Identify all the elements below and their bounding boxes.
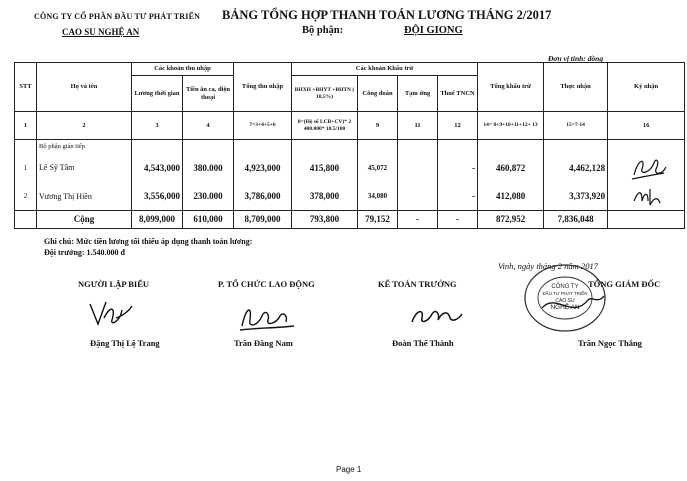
row-union: 34,080 bbox=[358, 183, 398, 211]
header-tax: Thuế TNCN bbox=[438, 76, 478, 112]
index-cell: 11 bbox=[398, 112, 438, 140]
header-stt: STT bbox=[15, 63, 37, 112]
department-value: ĐỘI GIONG bbox=[404, 25, 463, 36]
header-insurance: BHXH +BHYT +BHTN ( 10,5%) bbox=[292, 76, 358, 112]
total-union: 79,152 bbox=[358, 211, 398, 229]
index-cell: 8=(Hệ số LCB+CV)* 2 400.000* 10.5/100 bbox=[292, 112, 358, 140]
index-cell: 15=7-14 bbox=[544, 112, 608, 140]
row-total-deduction: 412,080 bbox=[478, 183, 544, 211]
signature-icon bbox=[628, 153, 668, 183]
row-total-deduction: 460,872 bbox=[478, 154, 544, 183]
table-row bbox=[15, 154, 685, 183]
row-insurance: 378,000 bbox=[292, 183, 358, 211]
row-stt: 2 bbox=[15, 183, 37, 211]
header-advance: Tạm ứng bbox=[398, 76, 438, 112]
total-time-salary: 8,099,000 bbox=[132, 211, 183, 229]
total-label: Cộng bbox=[37, 211, 132, 229]
row-insurance: 415,800 bbox=[292, 154, 358, 183]
date-line: Vinh, ngày tháng 2 năm 2017 bbox=[498, 261, 598, 271]
index-cell: 9 bbox=[358, 112, 398, 140]
group-label: Bộ phận gián tiếp bbox=[37, 140, 132, 154]
page-number: Page 1 bbox=[336, 465, 362, 474]
role-chief-accountant: KẾ TOÁN TRƯỞNG bbox=[378, 279, 457, 289]
row-signature bbox=[608, 154, 685, 183]
name-labor-dept: Trần Đăng Nam bbox=[234, 338, 293, 348]
row-tax: - bbox=[438, 183, 478, 211]
name-preparer: Đặng Thị Lệ Trang bbox=[90, 338, 160, 348]
role-labor-dept: P. TỔ CHỨC LAO ĐỘNG bbox=[218, 279, 315, 289]
header-union: Công đoàn bbox=[358, 76, 398, 112]
row-name: Lê Sỹ Tâm bbox=[37, 154, 132, 183]
row-net: 3,373,920 bbox=[544, 183, 608, 211]
seal-text: NGHỆ AN bbox=[550, 304, 580, 311]
row-union: 45,072 bbox=[358, 154, 398, 183]
total-meal: 610,000 bbox=[183, 211, 234, 229]
seal-text: CÔNG TY bbox=[551, 284, 579, 290]
header-meal-phone: Tiền ăn ca, điện thoại bbox=[183, 76, 234, 112]
row-meal: 380.000 bbox=[183, 154, 234, 183]
role-general-director: TỔNG GIÁM ĐỐC bbox=[588, 279, 661, 289]
department-label: Bộ phận: bbox=[302, 25, 344, 36]
group-row bbox=[15, 140, 685, 154]
row-total-income: 4,923,000 bbox=[234, 154, 292, 183]
header-total-deduction: Tổng khấu trừ bbox=[478, 63, 544, 112]
signature-icon bbox=[630, 183, 670, 209]
row-time-salary: 3,556,000 bbox=[132, 183, 183, 211]
index-cell: 4 bbox=[183, 112, 234, 140]
name-general-director: Trần Ngọc Thắng bbox=[578, 338, 642, 348]
total-advance: - bbox=[398, 211, 438, 229]
index-cell: 12 bbox=[438, 112, 478, 140]
index-cell: 7=3+4+5+6 bbox=[234, 112, 292, 140]
index-cell: 1 bbox=[15, 112, 37, 140]
role-preparer: NGƯỜI LẬP BIỂU bbox=[78, 279, 150, 289]
labor-dept-signature-icon bbox=[236, 300, 296, 334]
seal-text: CAO SU bbox=[555, 298, 575, 304]
note-line: Đội trưởng: 1.540.000 đ bbox=[44, 248, 126, 257]
index-cell: 3 bbox=[132, 112, 183, 140]
company-seal-icon bbox=[522, 262, 608, 334]
row-signature bbox=[608, 183, 685, 211]
table-row bbox=[15, 183, 685, 211]
note-line: Ghi chú: Mức tiền lương tối thiểu áp dụng thanh toán lương: bbox=[44, 237, 253, 246]
document-title: BẢNG TỔNG HỢP THANH TOÁN LƯƠNG THÁNG 2/2017 bbox=[222, 8, 552, 22]
row-net: 4,462,128 bbox=[544, 154, 608, 183]
row-advance bbox=[398, 154, 438, 183]
row-time-salary: 4,543,000 bbox=[132, 154, 183, 183]
company-name-line2: CAO SU NGHỆ AN bbox=[62, 27, 140, 37]
total-income: 8,709,000 bbox=[234, 211, 292, 229]
total-net: 7,836,048 bbox=[544, 211, 608, 229]
currency-unit: Đơn vị tính: đồng bbox=[548, 54, 604, 63]
row-stt: 1 bbox=[15, 154, 37, 183]
payroll-table bbox=[14, 62, 685, 229]
index-cell: 14= 8+9+10+11+12+ 13 bbox=[478, 112, 544, 140]
index-row bbox=[15, 112, 685, 140]
row-advance bbox=[398, 183, 438, 211]
total-insurance: 793,800 bbox=[292, 211, 358, 229]
company-name-line1: CÔNG TY CỔ PHẦN ĐẦU TƯ PHÁT TRIỂN bbox=[34, 12, 201, 21]
header-deduction-group: Các khoản Khấu trừ bbox=[292, 63, 478, 76]
seal-text: ĐẦU TƯ PHÁT TRIỂN bbox=[542, 291, 588, 296]
total-tax: - bbox=[438, 211, 478, 229]
row-meal: 230.000 bbox=[183, 183, 234, 211]
total-deduction: 872,952 bbox=[478, 211, 544, 229]
accountant-signature-icon bbox=[408, 300, 464, 330]
header-net: Thực nhận bbox=[544, 63, 608, 112]
header-total-income: Tổng thu nhập bbox=[234, 63, 292, 112]
name-chief-accountant: Đoàn Thế Thành bbox=[392, 338, 454, 348]
row-tax: - bbox=[438, 154, 478, 183]
index-cell: 2 bbox=[37, 112, 132, 140]
header-sign: Ký nhận bbox=[608, 63, 685, 112]
row-total-income: 3,786,000 bbox=[234, 183, 292, 211]
row-name: Vương Thị Hiền bbox=[37, 183, 132, 211]
total-row bbox=[15, 211, 685, 229]
header-income-group: Các khoản thu nhập bbox=[132, 63, 234, 76]
preparer-signature-icon bbox=[86, 296, 134, 330]
header-time-salary: Lương thời gian bbox=[132, 76, 183, 112]
index-cell: 16 bbox=[608, 112, 685, 140]
header-name: Họ và tên bbox=[37, 63, 132, 112]
